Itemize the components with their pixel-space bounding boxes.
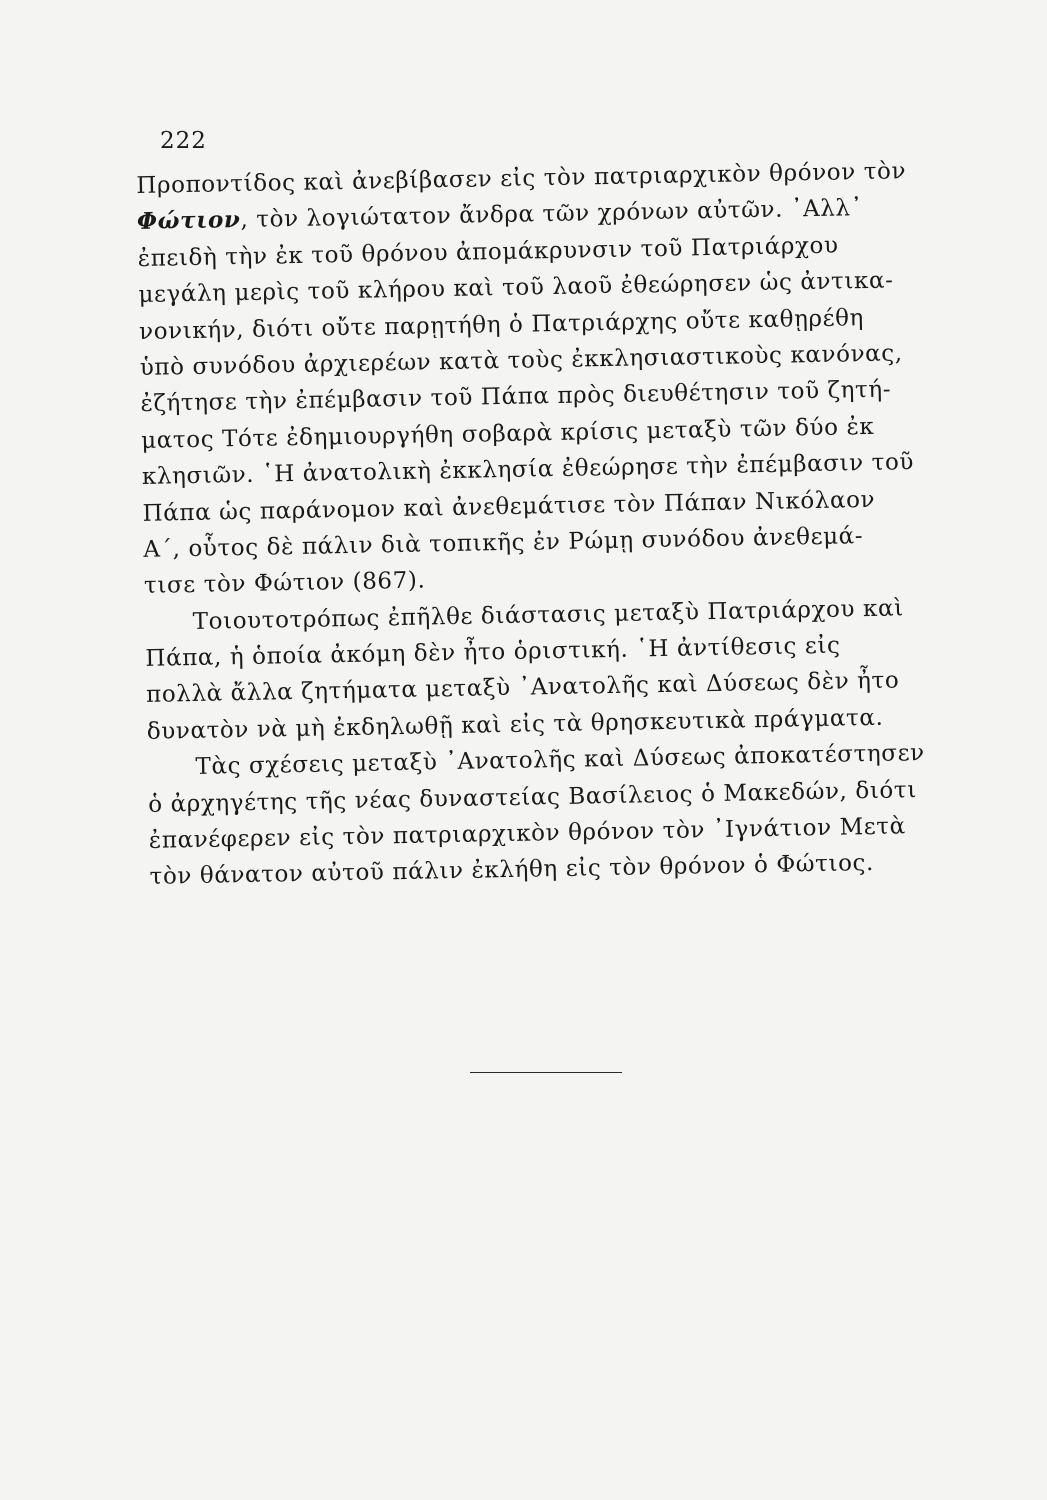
text-line: νονικήν, διότι οὔτε παρῃτήθη ὁ Πατριάρχης οὔτε καθῃρέθη [138, 304, 865, 345]
text-line: Τοιουτοτρόπως ἐπῆλθε διάστασις μεταξὺ Πατριάρχου καὶ [192, 595, 904, 635]
text-line: Α΄, οὗτος δὲ πάλιν διὰ τοπικῆς ἐν Ρώμῃ συνόδου ἀνεθεμά- [143, 523, 864, 563]
text-line: πολλὰ ἄλλα ζητήματα μεταξὺ ᾿Ανατολῆς καὶ Δύσεως δὲν ἦτο [145, 667, 900, 709]
text-line: κλησιῶν. ῾Η ἀνατολικὴ ἐκκλησία ἐθεώρησε τὴν ἐπέμβασιν τοῦ [141, 449, 915, 491]
text-line-rest: , τὸν λογιώτατον ἄνδρα τῶν χρόνων αὐτῶν. ᾿Αλλ᾿ [240, 195, 863, 234]
page-number: 222 [160, 128, 207, 154]
text-line: ὁ ἀρχηγέτης τῆς νέας δυναστείας Βασίλειος ὁ Μακεδών, διότι [147, 776, 918, 818]
section-divider [470, 1072, 622, 1073]
text-line: τὸν θάνατον αὐτοῦ πάλιν ἐκλήθη εἰς τὸν θρόνον ὁ Φώτιος. [149, 850, 875, 891]
text-line: ματος Τότε ἐδημιουργήθη σοβαρὰ κρίσις μεταξὺ τῶν δύο ἐκ [140, 413, 875, 454]
text-line: τισε τὸν Φώτιον (867). [143, 567, 426, 600]
text-line: Προποντίδος καὶ ἀνεβίβασεν εἰς τὸν πατριαρχικὸν θρόνον τὸν [136, 158, 907, 199]
text-line: μεγάλη μερὶς τοῦ κλήρου καὶ τοῦ λαοῦ ἐθεώρησεν ὡς ἀντικα- [138, 267, 894, 309]
text-line: ὑπὸ συνόδου ἀρχιερέων κατὰ τοὺς ἐκκλησιαστικοὺς κανόνας, [139, 340, 903, 381]
text-line: Πάπα ὡς παράνομον καὶ ἀνεθεμάτισε τὸν Πάπαν Νικόλαον [142, 486, 876, 527]
text-line: ἐπανέφερεν εἰς τὸν πατριαρχικὸν θρόνον τὸν ᾿Ιγνάτιον Μετὰ [148, 813, 906, 854]
text-line: Τὰς σχέσεις μεταξὺ ᾿Ανατολῆς καὶ Δύσεως ἀποκατέστησεν [195, 740, 925, 781]
text-line: Πάπα, ἡ ὁποία ἀκόμη δὲν ἦτο ὁριστική. ῾Η ἀντίθεσις εἰς [145, 632, 841, 672]
body-text [136, 152, 990, 896]
emphasized-name: Φώτιον [136, 206, 241, 236]
text-line: ἐπειδὴ τὴν ἐκ τοῦ θρόνου ἀπομάκρυνσιν τοῦ Πατριάρχου [137, 232, 839, 272]
text-line: δυνατὸν νὰ μὴ ἐκδηλωθῇ καὶ εἰς τὰ θρησκευτικὰ πράγματα. [146, 704, 884, 745]
text-line: ἐζήτησε τὴν ἐπέμβασιν τοῦ Πάπα πρὸς διευθέτησιν τοῦ ζητή- [140, 376, 892, 418]
